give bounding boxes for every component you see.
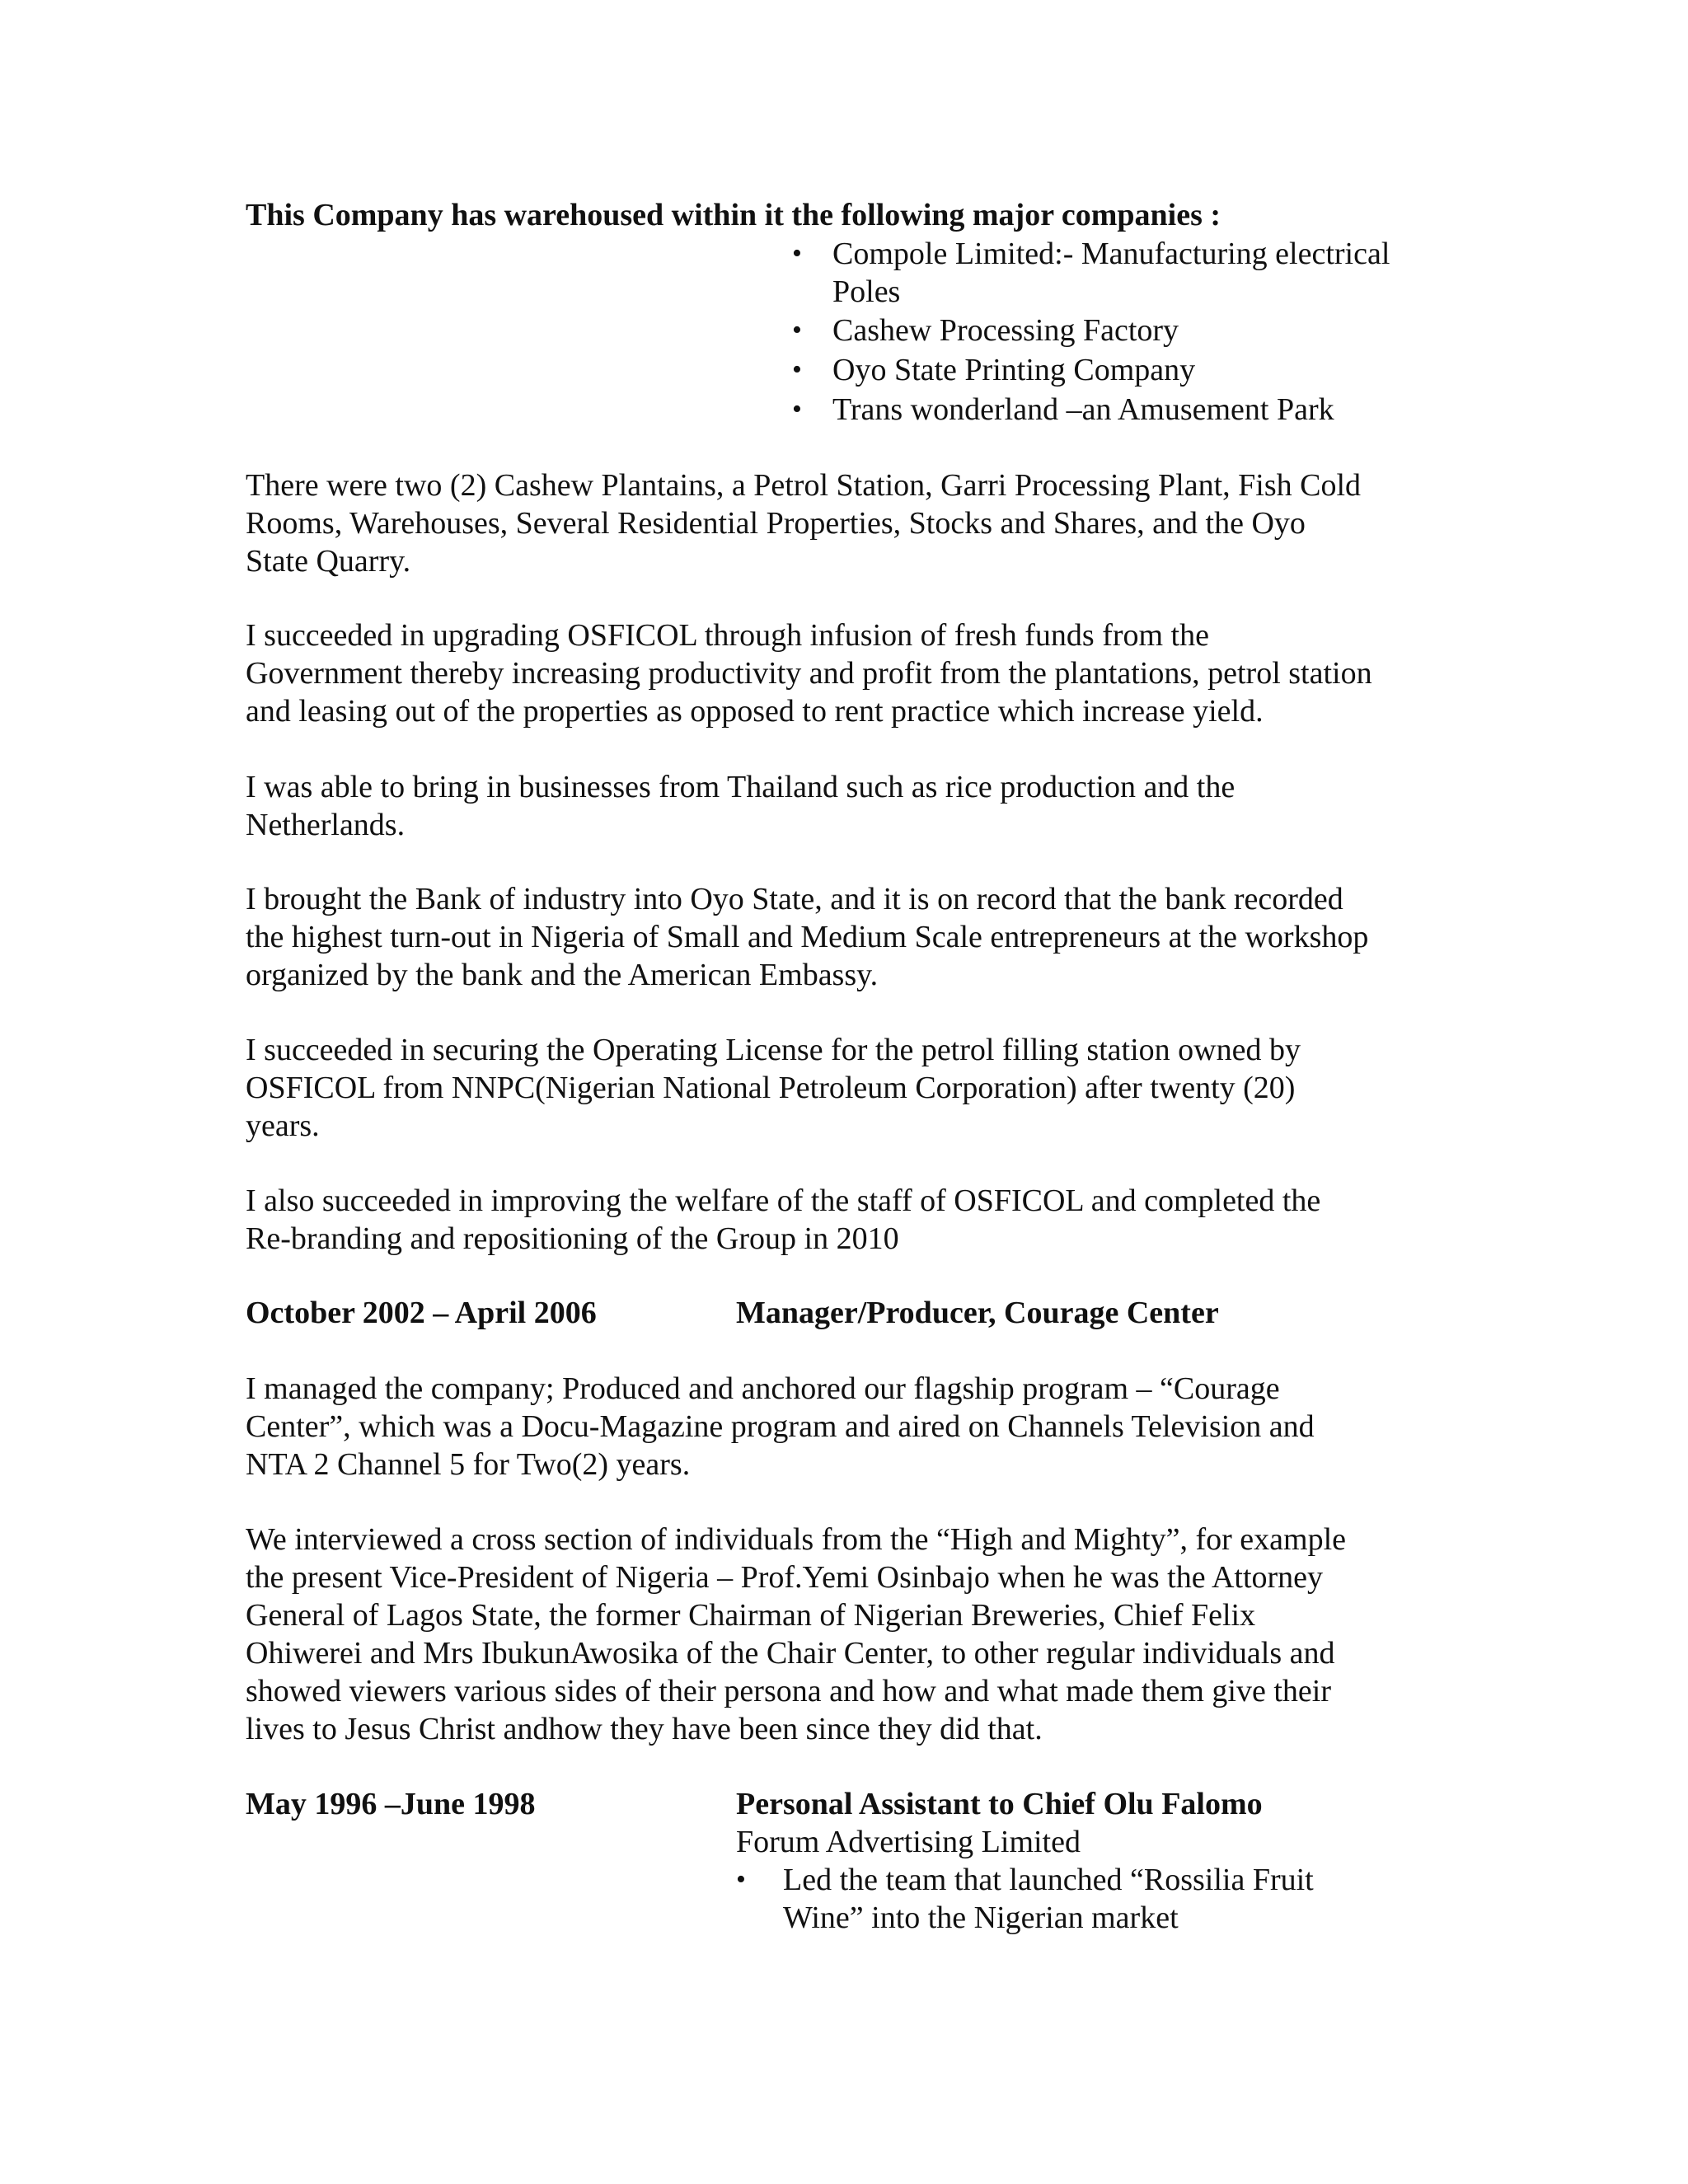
paragraph-line: years. bbox=[246, 1108, 320, 1143]
list-item-text: Wine” into the Nigerian market bbox=[783, 1900, 1179, 1935]
bullet-icon: • bbox=[792, 354, 802, 385]
bullet-icon: • bbox=[792, 315, 802, 345]
intro-heading: This Company has warehoused within it the following major companies : bbox=[246, 198, 1221, 232]
paragraph-line: I brought the Bank of industry into Oyo State, and it is on record that the bank recorded bbox=[246, 882, 1343, 916]
paragraph-line: Ohiwerei and Mrs IbukunAwosika of the Chair Center, to other regular individuals and bbox=[246, 1636, 1335, 1671]
paragraph-line: Government thereby increasing productivity and profit from the plantations, petrol station bbox=[246, 656, 1372, 691]
paragraph-line: I was able to bring in businesses from Thailand such as rice production and the bbox=[246, 770, 1236, 804]
paragraph-line: State Quarry. bbox=[246, 544, 411, 579]
paragraph-line: and leasing out of the properties as opposed to rent practice which increase yield. bbox=[246, 694, 1264, 729]
list-item-text: Cashew Processing Factory bbox=[832, 313, 1179, 348]
job-company: Forum Advertising Limited bbox=[736, 1825, 1081, 1859]
paragraph-line: showed viewers various sides of their persona and how and what made them give their bbox=[246, 1674, 1331, 1708]
paragraph-line: lives to Jesus Christ andhow they have been since they did that. bbox=[246, 1712, 1043, 1746]
job-dates: October 2002 – April 2006 bbox=[246, 1296, 597, 1330]
paragraph-line: General of Lagos State, the former Chairman of Nigerian Breweries, Chief Felix bbox=[246, 1598, 1256, 1633]
bullet-icon: • bbox=[792, 238, 802, 269]
paragraph-line: Rooms, Warehouses, Several Residential Properties, Stocks and Shares, and the Oyo bbox=[246, 506, 1306, 541]
bullet-icon: • bbox=[792, 394, 802, 424]
paragraph-line: I succeeded in securing the Operating License for the petrol filling station owned by bbox=[246, 1033, 1301, 1067]
paragraph-line: NTA 2 Channel 5 for Two(2) years. bbox=[246, 1447, 691, 1482]
paragraph-line: There were two (2) Cashew Plantains, a Petrol Station, Garri Processing Plant, Fish Cold bbox=[246, 468, 1362, 503]
paragraph-line: Center”, which was a Docu-Magazine program and aired on Channels Television and bbox=[246, 1409, 1315, 1444]
paragraph-line: the present Vice-President of Nigeria – Prof.Yemi Osinbajo when he was the Attorney bbox=[246, 1560, 1324, 1595]
list-item-text: Compole Limited:- Manufacturing electrical bbox=[832, 237, 1390, 271]
job-title: Manager/Producer, Courage Center bbox=[736, 1296, 1219, 1330]
list-item-text: Trans wonderland –an Amusement Park bbox=[832, 392, 1334, 427]
paragraph-line: I succeeded in upgrading OSFICOL through infusion of fresh funds from the bbox=[246, 618, 1209, 653]
paragraph-line: Netherlands. bbox=[246, 808, 406, 842]
list-item-text: Poles bbox=[832, 274, 901, 309]
job-dates: May 1996 –June 1998 bbox=[246, 1787, 536, 1821]
bullet-icon: • bbox=[736, 1864, 746, 1895]
paragraph-line: I also succeeded in improving the welfare of the staff of OSFICOL and completed the bbox=[246, 1183, 1321, 1218]
list-item-text: Oyo State Printing Company bbox=[832, 353, 1196, 387]
paragraph-line: We interviewed a cross section of individuals from the “High and Mighty”, for example bbox=[246, 1522, 1347, 1557]
paragraph-line: I managed the company; Produced and anchored our flagship program – “Courage bbox=[246, 1371, 1280, 1406]
list-item-text: Led the team that launched “Rossilia Fruit bbox=[783, 1863, 1314, 1897]
paragraph-line: Re-branding and repositioning of the Group in 2010 bbox=[246, 1221, 899, 1256]
paragraph-line: the highest turn-out in Nigeria of Small and Medium Scale entrepreneurs at the workshop bbox=[246, 920, 1369, 954]
job-title: Personal Assistant to Chief Olu Falomo bbox=[736, 1787, 1263, 1821]
paragraph-line: organized by the bank and the American Embassy. bbox=[246, 958, 879, 992]
paragraph-line: OSFICOL from NNPC(Nigerian National Petroleum Corporation) after twenty (20) bbox=[246, 1071, 1296, 1105]
